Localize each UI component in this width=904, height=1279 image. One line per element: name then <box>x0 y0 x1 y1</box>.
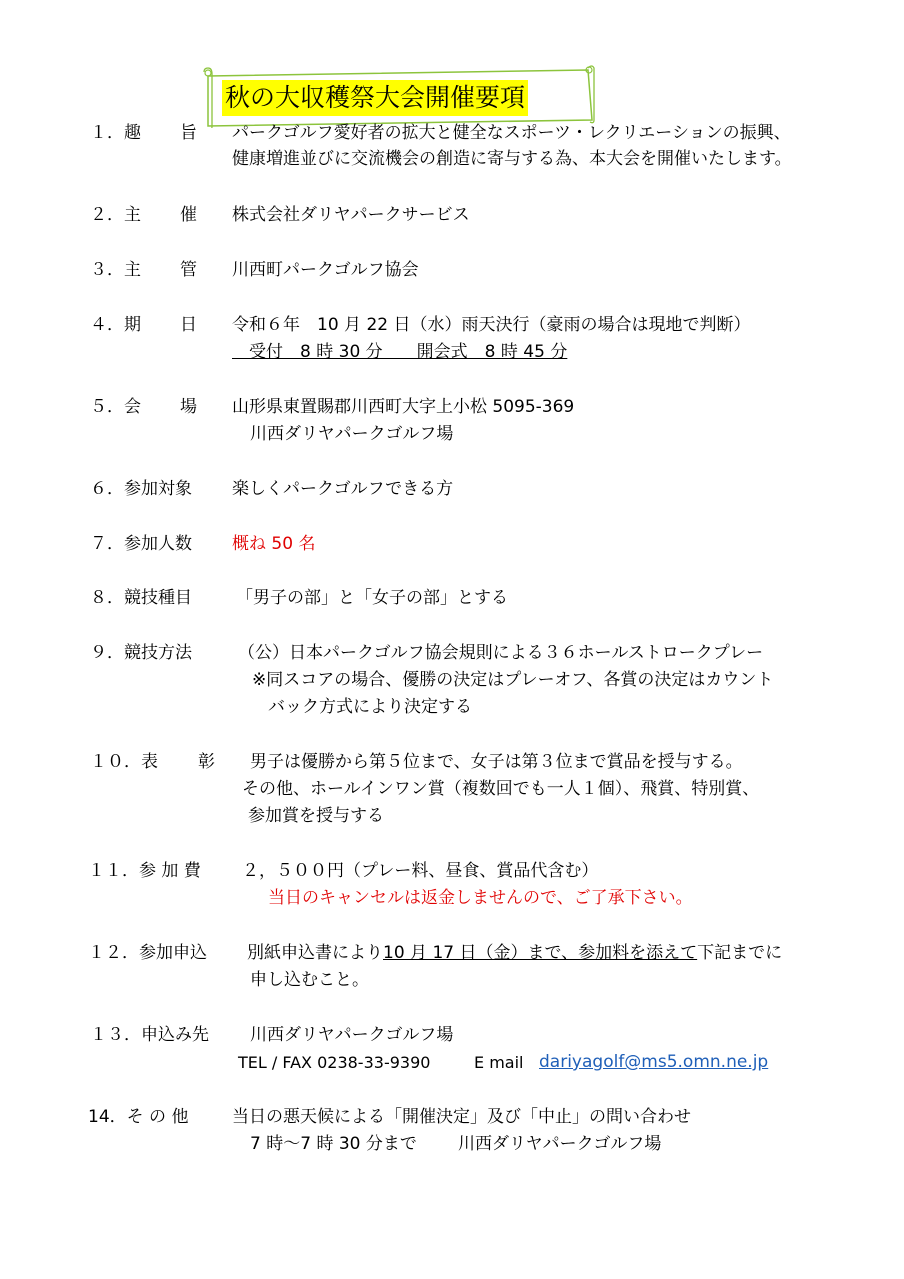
section-2-number: ２．主 <box>90 205 141 225</box>
section-6-number: ６．参加対象 <box>90 479 192 499</box>
section-12-line-1 <box>247 942 782 964</box>
section-1-number: １．趣 <box>90 123 141 143</box>
section-2-line-1: 株式会社ダリヤパークサービス <box>232 205 470 225</box>
section-14-line-2: 7 時～7 時 30 分まで <box>250 1134 417 1154</box>
section-3-line-1: 川西町パークゴルフ協会 <box>232 260 419 280</box>
section-5-number: ５．会 <box>90 397 141 417</box>
section-12-number: １２．参加申込 <box>88 943 207 963</box>
section-5-line-1: 山形県東置賜郡川西町大字上小松 5095-369 <box>232 397 575 417</box>
section-14-number: 14．そ の 他 <box>88 1107 189 1127</box>
section-4-line-1: 令和６年 10 月 22 日（水）雨天決行（豪雨の場合は現地で判断） <box>232 315 751 335</box>
section-8-line-1: 「男子の部」と「女子の部」とする <box>236 588 508 608</box>
section-11-line-2: 当日のキャンセルは返金しませんので、ご了承下さい。 <box>268 888 693 908</box>
section-9-number: ９．競技方法 <box>90 643 192 663</box>
section-9-line-3: バック方式により決定する <box>268 697 472 717</box>
section-11-line-1: ２，５００円（プレー料、昼食、賞品代含む） <box>242 861 599 881</box>
section-9-line-2: ※同スコアの場合、優勝の決定はプレーオフ、各賞の決定はカウント <box>252 670 774 690</box>
section-12-deadline: 10 月 17 日（金）まで、参加料を添えて <box>383 943 698 963</box>
section-5-label-end: 場 <box>180 397 197 417</box>
section-5-line-2: 川西ダリヤパークゴルフ場 <box>250 424 454 444</box>
section-11-number: １１．参 加 費 <box>88 861 201 881</box>
section-8-number: ８．競技種目 <box>90 588 192 608</box>
section-10-line-3: 参加賞を授与する <box>248 806 384 826</box>
section-13-line-1: 川西ダリヤパークゴルフ場 <box>250 1025 454 1045</box>
section-9-line-1: （公）日本パークゴルフ協会規則による３６ホールストロークプレー <box>238 643 764 663</box>
section-1-label-end: 旨 <box>180 123 197 143</box>
section-10-number: １０．表 <box>90 752 158 772</box>
section-3-label-end: 管 <box>180 260 197 280</box>
section-6-line-1: 楽しくパークゴルフできる方 <box>232 479 454 499</box>
section-1-line-2: 健康増進並びに交流機会の創造に寄与する為、本大会を開催いたします。 <box>232 149 792 169</box>
section-12-line-1-c: 下記までに <box>697 943 783 963</box>
section-12-line-2: 申し込むこと。 <box>250 970 369 990</box>
section-13-tel-fax: TEL / FAX 0238-33-9390 <box>238 1053 431 1072</box>
section-3-number: ３．主 <box>90 260 141 280</box>
section-13-number: １３．申込み先 <box>90 1025 209 1045</box>
section-10-line-1: 男子は優勝から第５位まで、女子は第３位まで賞品を授与する。 <box>250 752 743 772</box>
section-4-line-2: 受付 8 時 30 分 開会式 8 時 45 分 <box>232 342 568 362</box>
page-title: 秋の大収穫祭大会開催要項 <box>222 80 528 116</box>
section-10-line-2: その他、ホールインワン賞（複数回でも一人１個）、飛賞、特別賞、 <box>242 779 760 799</box>
section-13-email-label: E mail <box>474 1053 524 1072</box>
section-4-label-end: 日 <box>180 315 197 335</box>
section-4-number: ４．期 <box>90 315 141 335</box>
section-12-line-1-a: 別紙申込書により <box>247 943 383 963</box>
section-7-number: ７．参加人数 <box>90 534 192 554</box>
section-14-line-2-venue: 川西ダリヤパークゴルフ場 <box>458 1134 662 1154</box>
section-7-line-1: 概ね 50 名 <box>232 534 316 554</box>
section-1-line-1: パークゴルフ愛好者の拡大と健全なスポーツ・レクリエーションの振興、 <box>232 123 791 143</box>
section-2-label-end: 催 <box>180 205 197 225</box>
section-10-label-end: 彰 <box>198 752 215 772</box>
section-14-line-1: 当日の悪天候による「開催決定」及び「中止」の問い合わせ <box>232 1107 691 1127</box>
email-link[interactable]: dariyagolf@ms5.omn.ne.jp <box>539 1052 769 1072</box>
